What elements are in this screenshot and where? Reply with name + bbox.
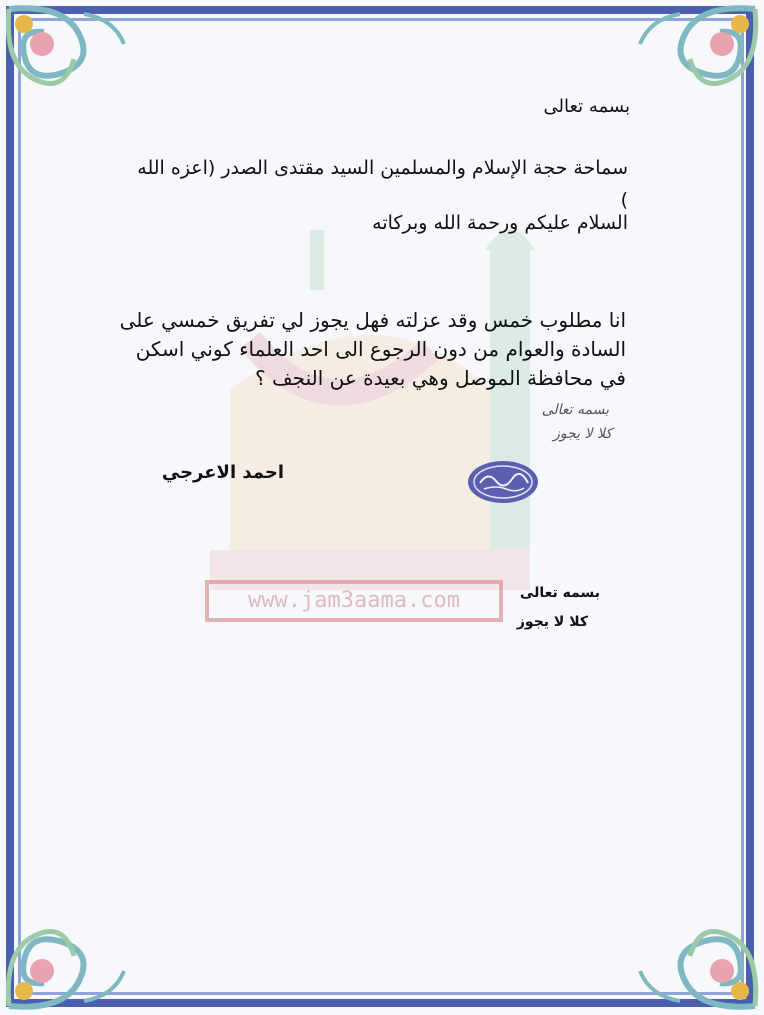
sender-name: احمد الاعرجي <box>161 462 284 483</box>
corner-ornament-icon <box>4 891 134 1011</box>
letter-greeting: السلام عليكم ورحمة الله وبركاته <box>372 212 628 234</box>
corner-ornament-icon <box>630 4 760 124</box>
reply-basmala: بسمه تعالى <box>519 585 600 601</box>
handwritten-answer: كلا لا يجوز <box>553 426 612 442</box>
corner-ornament-icon <box>4 4 134 124</box>
seal-stamp-icon <box>466 459 540 505</box>
watermark-url: www.jam3aama.com <box>205 580 503 622</box>
handwritten-basmala: بسمه تعالى <box>541 402 609 418</box>
letter-basmala: بسمه تعالى <box>543 96 630 117</box>
corner-ornament-icon <box>630 891 760 1011</box>
letter-question: انا مطلوب خمس وقد عزلته فهل يجوز لي تفريق خمسي على السادة والعوام من دون الرجوع الى احد العلماء كوني اسكن في محافظة الموصل وهي بعيدة عن النجف ؟ <box>119 308 626 390</box>
reply-answer: كلا لا يجوز <box>516 614 588 630</box>
letter-addressee: سماحة حجة الإسلام والمسلمين السيد مقتدى الصدر (اعزه الله ) <box>137 157 628 211</box>
